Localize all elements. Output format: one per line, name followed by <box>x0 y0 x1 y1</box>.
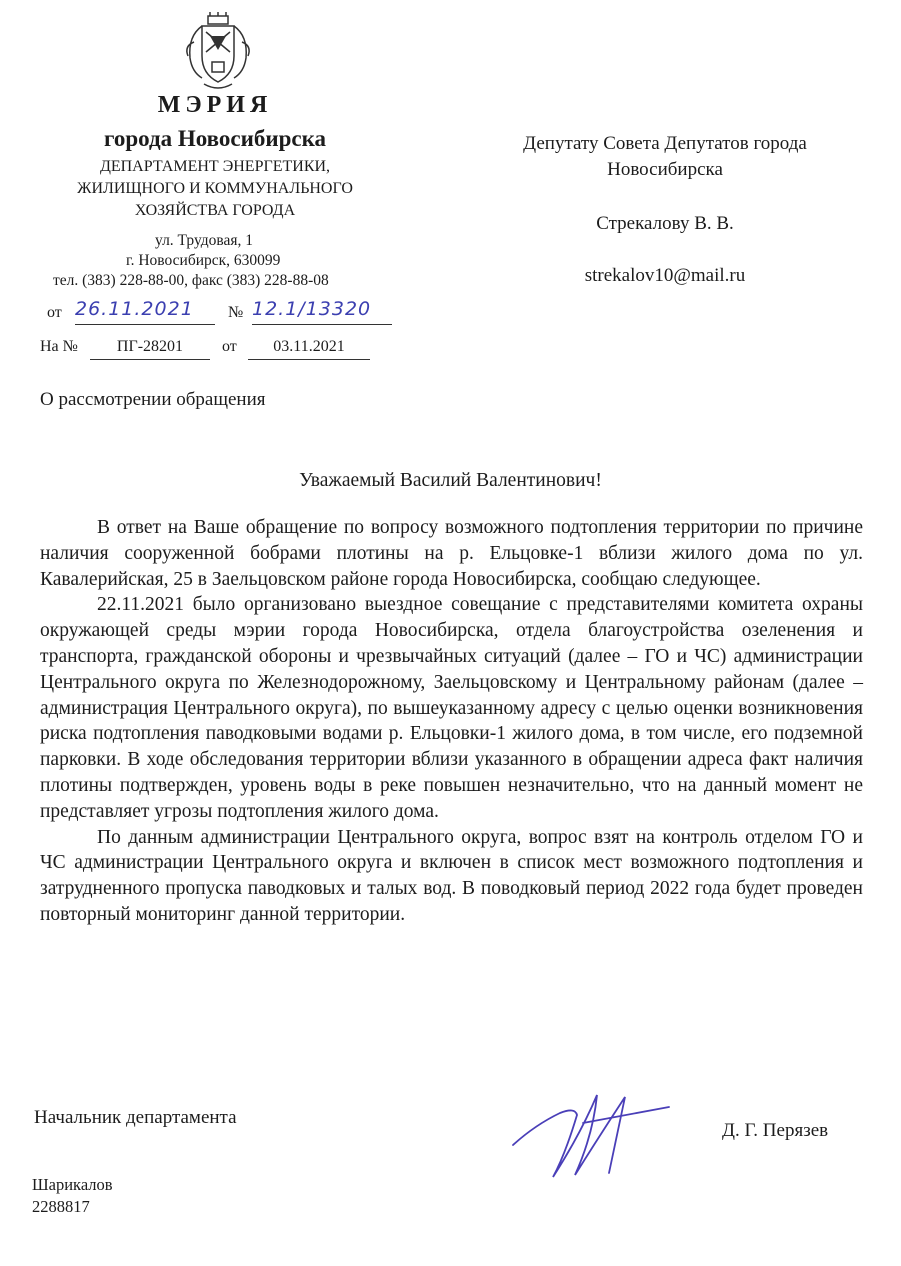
address-phones: тел. (383) 228-88-00, факс (383) 228-88-08 <box>53 272 329 289</box>
outgoing-date-label: от <box>47 304 62 321</box>
reference-number: ПГ-28201 <box>90 338 210 360</box>
signatory-name: Д. Г. Перязев <box>722 1120 829 1141</box>
body-paragraph: 22.11.2021 было организовано выездное совещание с представителями комитета охраны окружающей среды мэрии города Новосибирска, отдела благоустройства озеленения и транспорта, гражданской обороны и чрезвычайных ситуаций (далее – ГО и ЧС) администрации Центрального округа по Железнодорожному, Заельцовскому и Центральному районам (далее – администрация Центрального округа), по вышеуказанному адресу с целью оценки возникновения риска подтопления паводковыми водами р. Ельцовки-1 жилого дома, в том числе, его подземной парковки. В ходе обследования территории вблизи указанного в обращении адреса факт наличия плотины подтвержден, уровень воды в реке повышен незначительно, что на данный момент не представляет угрозы подтопления жилого дома. <box>40 594 863 822</box>
reference-date-label: от <box>222 338 237 355</box>
department-line: ХОЗЯЙСТВА ГОРОДА <box>134 202 296 219</box>
recipient-line: Депутату Совета Депутатов города <box>523 133 807 154</box>
executor-phone: 2288817 <box>32 1197 90 1216</box>
org-title: МЭРИЯ <box>157 92 273 118</box>
body-paragraph: По данным администрации Центрального округа, вопрос взят на контроль отделом ГО и ЧС администрации Центрального округа и включен в список мест возможного подтопления и затрудненного пропуска паводковых и талых вод. В поводковый период 2022 года будет проведен повторный мониторинг данной территории. <box>40 826 863 925</box>
address-city: г. Новосибирск, 630099 <box>126 252 281 269</box>
reference-label: На № <box>40 338 78 355</box>
recipient-name: Стрекалову В. В. <box>596 213 734 234</box>
greeting: Уважаемый Василий Валентинович! <box>299 470 602 491</box>
org-city: города Новосибирска <box>103 126 327 151</box>
address-street: ул. Трудовая, 1 <box>155 232 254 249</box>
signature-mark <box>505 1085 675 1185</box>
outgoing-number-label: № <box>228 304 244 321</box>
department-line: ДЕПАРТАМЕНТ ЭНЕРГЕТИКИ, <box>99 158 331 175</box>
signatory-position: Начальник департамента <box>34 1107 237 1128</box>
body-paragraph: В ответ на Ваше обращение по вопросу возможного подтопления территории по причине наличия сооруженной бобрами плотины на р. Ельцовке-1 вблизи жилого дома по ул. Кавалерийская, 25 в Заельцовском районе города Новосибирска, сообщаю следующее. <box>40 517 863 590</box>
letter-body <box>40 515 863 928</box>
executor-name: Шарикалов <box>32 1175 113 1194</box>
department-line: ЖИЛИЩНОГО И КОММУНАЛЬНОГО <box>77 180 353 197</box>
outgoing-number-handwritten: 12.1/13320 <box>252 298 392 325</box>
reference-date: 03.11.2021 <box>248 338 370 360</box>
department-name <box>40 156 390 222</box>
outgoing-date-handwritten: 26.11.2021 <box>75 298 215 325</box>
coat-of-arms-icon <box>180 12 256 92</box>
recipient-line: Новосибирска <box>607 159 723 180</box>
letter-subject: О рассмотрении обращения <box>40 389 266 410</box>
recipient-email: strekalov10@mail.ru <box>584 265 746 286</box>
